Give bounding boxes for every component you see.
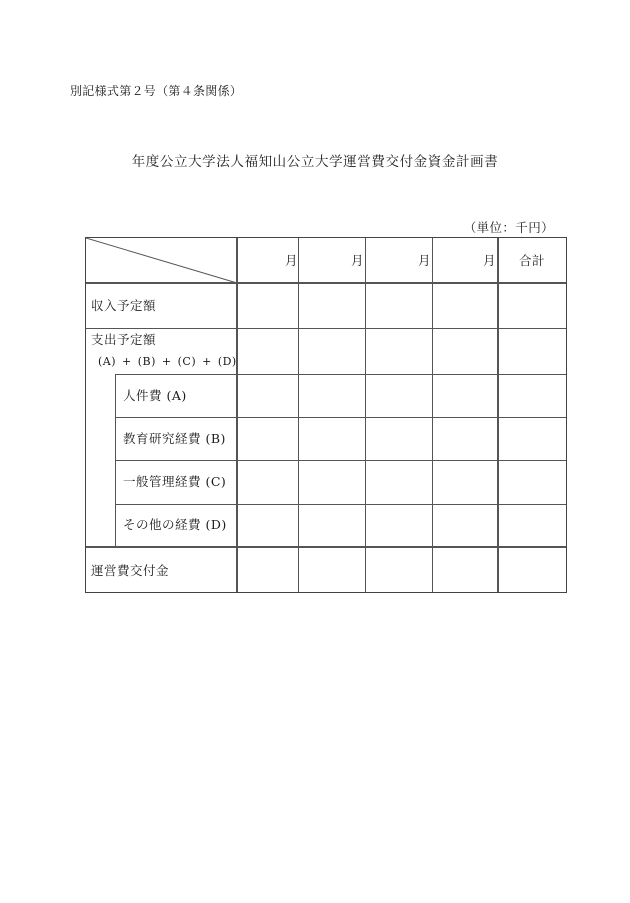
col-divider-1 (298, 238, 299, 592)
row-label-personnel-cost: 人件費 (A) (123, 388, 187, 403)
total-header: 合計 (518, 253, 545, 268)
row-label-expenditure-planned: 支出予定額 (91, 332, 157, 347)
month-header-1: 月 (284, 253, 298, 268)
form-reference: 別記様式第２号（第４条関係） (70, 84, 243, 98)
row-divider-header (86, 282, 566, 284)
row-divider-expenditure (115, 374, 566, 375)
col-divider-total (497, 238, 499, 592)
col-divider-3 (432, 238, 433, 592)
month-header-3: 月 (417, 253, 431, 268)
row-label-expenditure-formula: (A) + (B) + (C) + (D) (98, 355, 237, 368)
row-divider-personnel (115, 417, 566, 418)
document-title: 年度公立大学法人福知山公立大学運営費交付金資金計画書 (131, 154, 499, 170)
header-diagonal-line (86, 238, 238, 284)
month-header-2: 月 (350, 253, 364, 268)
row-label-other-cost: その他の経費 (D) (123, 517, 227, 532)
col-divider-label (236, 238, 238, 592)
month-header-4: 月 (482, 253, 496, 268)
row-label-income-planned: 収入予定額 (91, 298, 157, 313)
unit-note: （単位：千円） (463, 220, 554, 235)
row-divider-general (115, 504, 566, 505)
funding-plan-table (85, 237, 567, 593)
col-divider-2 (365, 238, 366, 592)
row-divider-grant (86, 546, 566, 548)
row-label-general-admin-cost: 一般管理経費 (C) (123, 474, 227, 489)
row-label-operating-grant: 運営費交付金 (91, 563, 170, 578)
row-divider-income (86, 328, 566, 329)
row-divider-education (115, 460, 566, 461)
row-label-education-research-cost: 教育研究経費 (B) (123, 431, 226, 446)
